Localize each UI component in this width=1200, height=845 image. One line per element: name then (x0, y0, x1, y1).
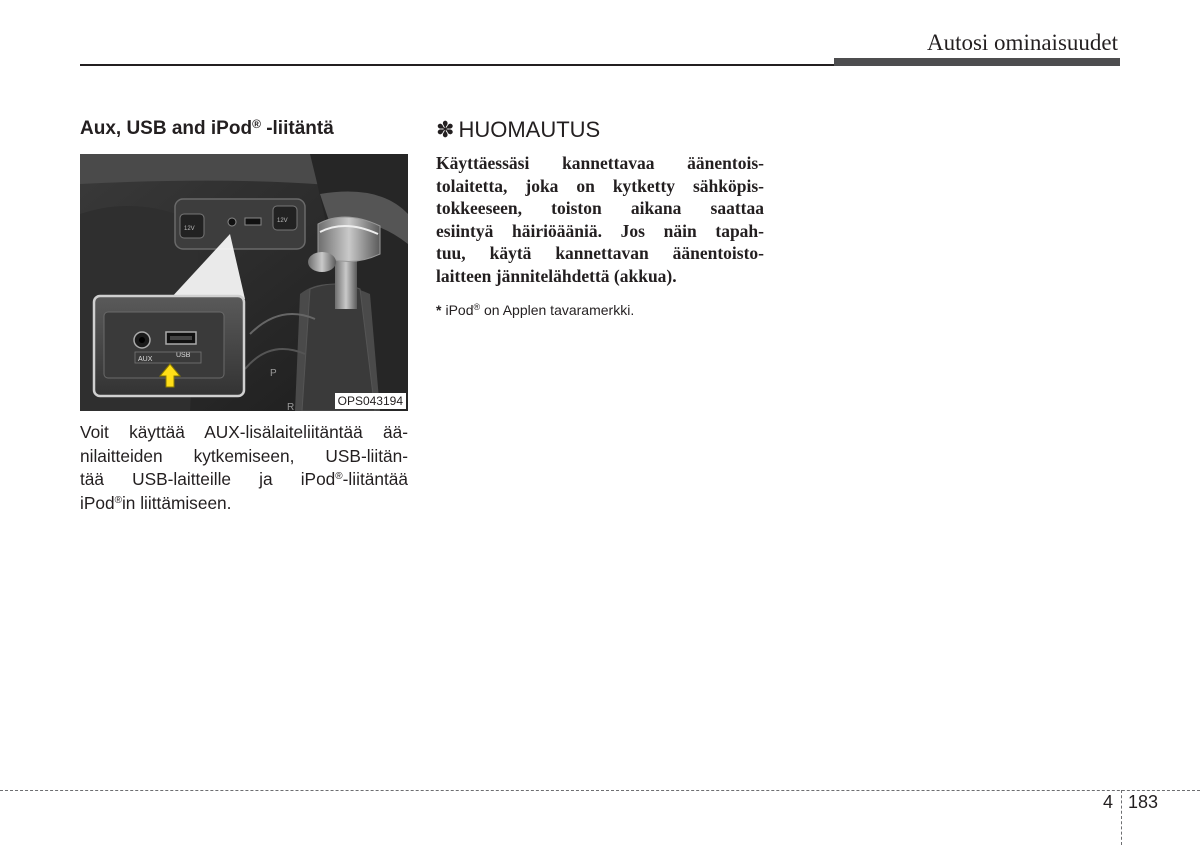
note-star-icon: ✽ (436, 117, 455, 142)
registered-mark: ® (473, 302, 481, 312)
footnote-text: iPod (445, 302, 474, 318)
header-rule (80, 64, 840, 66)
registered-mark: ® (335, 471, 343, 482)
section-heading (80, 117, 334, 140)
body-line (80, 468, 408, 492)
footnote (436, 302, 634, 318)
body-paragraph (80, 421, 408, 515)
body-line: Voit käyttää AUX-lisälaiteliitäntää ää- (80, 422, 408, 442)
section-heading-suffix: -liitäntä (260, 118, 334, 139)
note-line: Käyttäessäsi kannettavaa äänentois- (436, 153, 764, 173)
gear-label-p: P (270, 368, 277, 379)
figure-code: OPS043194 (335, 393, 406, 409)
body-line (80, 492, 408, 516)
page-header-title: Autosi ominaisuudet (926, 30, 1118, 55)
body-text-fragment: iPod (80, 492, 115, 513)
body-line: nilaitteiden kytkemiseen, USB-liitän- (80, 445, 408, 466)
footer-divider (1121, 790, 1122, 845)
usb-label: USB (176, 352, 191, 359)
body-text-fragment: -liitäntää (342, 469, 408, 489)
note-heading-text: HUOMAUTUS (458, 117, 601, 142)
footer-rule (0, 790, 1200, 791)
body-text-fragment: in liittämiseen. (121, 492, 232, 513)
port-label-12v-left: 12V (184, 226, 195, 232)
footnote-asterisk: * (436, 302, 442, 318)
note-line: esiintyä häiriöääniä. Jos näin tapah- (436, 220, 764, 241)
body-text-fragment: tää USB-laitteille ja iPod (80, 469, 336, 489)
registered-mark: ® (252, 117, 261, 131)
note-body (436, 152, 764, 288)
header-rule-accent (834, 58, 1120, 66)
port-label-12v-right: 12V (277, 218, 288, 224)
note-heading (436, 117, 600, 143)
footnote-text: on Applen tavaramerkki. (480, 302, 635, 318)
page-number: 183 (1128, 792, 1159, 812)
aux-label: AUX (138, 356, 153, 363)
gear-label-r: R (287, 402, 295, 411)
section-heading-main: Aux, USB and iPod (80, 118, 253, 139)
note-line: laitteen jännitelähdettä (akkua). (436, 265, 677, 286)
figure-aux-usb-ports (80, 154, 408, 411)
chapter-number: 4 (1103, 792, 1114, 812)
registered-mark: ® (114, 494, 122, 506)
note-line: tolaitetta, joka on kytketty sähköpis- (436, 175, 764, 196)
console-illustration (80, 154, 408, 411)
note-line: tokkeeseen, toiston aikana saattaa (436, 198, 764, 219)
note-line: tuu, käytä kannettavan äänentoisto- (436, 243, 764, 264)
